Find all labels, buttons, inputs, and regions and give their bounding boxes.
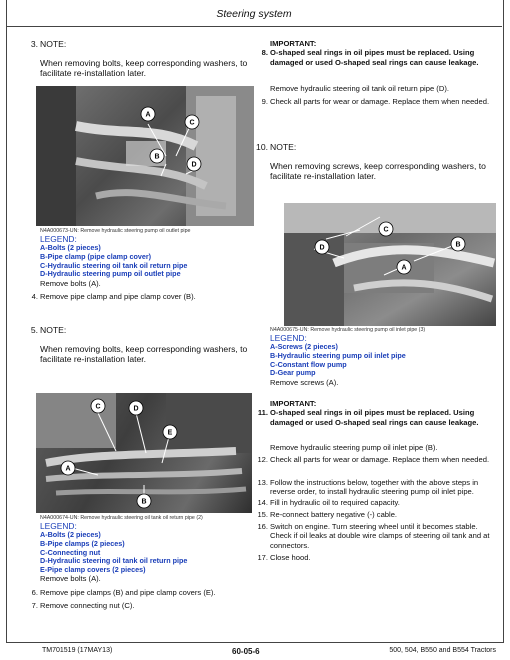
callout-d-label: D [133,405,139,413]
photo-oil-outlet-pipe [36,86,254,226]
instruction: Remove bolts (A). [40,278,101,288]
note-heading: NOTE: [40,39,67,49]
remove-inlet-pipe: Remove hydraulic steering pump oil inlet pipe (B). [270,443,438,452]
legend-title: LEGEND: [270,333,307,343]
callout-d-label: D [319,244,325,252]
footer-product: 500, 504, B550 and B554 Tractors [389,647,496,654]
note-text: When removing bolts, keep corresponding washers, to facilitate re-installation later. [40,344,248,365]
callout-a-label: A [65,465,71,473]
figure-1-caption: N4A000673-UN: Remove hydraulic steering pump oil outlet pipe [40,228,191,234]
step-14: 14. Fill in hydraulic oil to required capacity. [257,498,400,507]
legend-item: B-Hydraulic steering pump oil inlet pipe [270,351,406,360]
callout-c-label: C [189,119,195,127]
note-heading: NOTE: [40,325,67,335]
legend-item: C-Hydraulic steering oil tank oil return pipe [40,260,188,270]
instruction: Remove screws (A). [270,377,339,387]
photo-oil-inlet-pipe [284,203,496,326]
legend-item: E-Pipe clamp covers (2 pieces) [40,564,146,574]
step-4: 4. Remove pipe clamp and pipe clamp cover (B). [31,292,196,301]
figure-1-text [40,228,266,288]
legend-title: LEGEND: [40,521,77,531]
step-3: 3. NOTE: When removing bolts, keep corresponding washers, to facilitate re-installation later. [40,40,262,78]
footer-doc-id: TM701519 (17MAY13) [42,647,113,654]
photo-2-illustration [36,393,252,513]
page-header: Steering system [216,8,292,20]
footer-page-number: 60-05-6 [232,647,260,656]
step-6: 6. Remove pipe clamps (B) and pipe clamp covers (E). [31,588,216,597]
legend-item: A-Screws (2 pieces) [270,342,338,352]
instruction: Remove bolts (A). [40,574,101,584]
callout-c-label: C [95,403,101,411]
step-9: 9. Check all parts for wear or damage. Replace them when needed. [261,97,490,106]
callout-b-label: B [141,498,147,506]
step-12: 12. Check all parts for wear or damage. Replace them when needed. [257,455,490,464]
step-5: 5. NOTE: When removing bolts, keep corresponding washers, to facilitate re-installation later. [40,326,262,364]
important-2: IMPORTANT: 11. O-shaped seal rings in oil pipes must be replaced. Using damaged or used O-shaped seal rings can cause leakage. [270,399,496,427]
figure-2-text [40,515,266,584]
photo-1-illustration [36,86,254,226]
step-17: 17. Close hood. [257,553,311,562]
callout-b-label: B [455,241,461,249]
photo-oil-return-pipe [36,393,252,513]
legend-item: C-Connecting nut [40,547,101,557]
note-heading: NOTE: [270,142,297,152]
callout-e-label: E [167,429,173,437]
callout-a-label: A [145,111,151,119]
legend-item: A-Bolts (2 pieces) [40,530,101,540]
legend-item: D-Hydraulic steering pump oil outlet pipe [40,269,181,279]
note-text: When removing bolts, keep corresponding washers, to facilitate re-installation later. [40,58,248,79]
photo-3-illustration [284,203,496,326]
figure-3-text [270,327,500,387]
step-16: 16. Switch on engine. Turn steering wheel until it becomes stable. Check if oil leaks at double wire clamps of steering oil tank and at connectors. [257,522,490,550]
callout-b-label: B [154,153,160,161]
step-10: 10. NOTE: When removing screws, keep corresponding washers, to facilitate re-installation later. [270,143,496,181]
figure-2-caption: N4A000674-UN: Remove hydraulic steering oil tank oil return pipe (2) [40,515,203,521]
legend-item: D-Hydraulic steering oil tank oil return pipe [40,556,188,566]
callout-a-label: A [401,264,407,272]
remove-return-pipe: Remove hydraulic steering oil tank oil return pipe (D). [270,84,449,93]
legend-title: LEGEND: [40,234,77,244]
step-15: 15. Re-connect battery negative (-) cable. [257,510,398,519]
important-heading: IMPORTANT: [270,399,317,408]
step-7: 7. Remove connecting nut (C). [31,601,135,610]
legend-item: B-Pipe clamps (2 pieces) [40,539,125,548]
callout-d-label: D [191,161,197,169]
important-heading: IMPORTANT: [270,39,317,48]
step-13: 13. Follow the instructions below, together with the above steps in reverse order, to install hydraulic steering pump oil inlet pipe. [257,478,479,497]
legend-item: D-Gear pump [270,368,316,378]
important-1: IMPORTANT: 8. O-shaped seal rings in oil pipes must be replaced. Using damaged or used O-shaped seal rings can cause leakage. [270,39,496,67]
figure-3-caption: N4A000675-UN: Remove hydraulic steering pump oil inlet pipe (3) [270,327,426,333]
callout-c-label: C [383,226,389,234]
header-rule [6,26,502,27]
legend-item: A-Bolts (2 pieces) [40,243,101,253]
legend-item: C-Constant flow pump [270,359,347,369]
legend-item: B-Pipe clamp (pipe clamp cover) [40,252,152,261]
note-text: When removing screws, keep corresponding washers, to facilitate re-installation later. [270,161,486,182]
